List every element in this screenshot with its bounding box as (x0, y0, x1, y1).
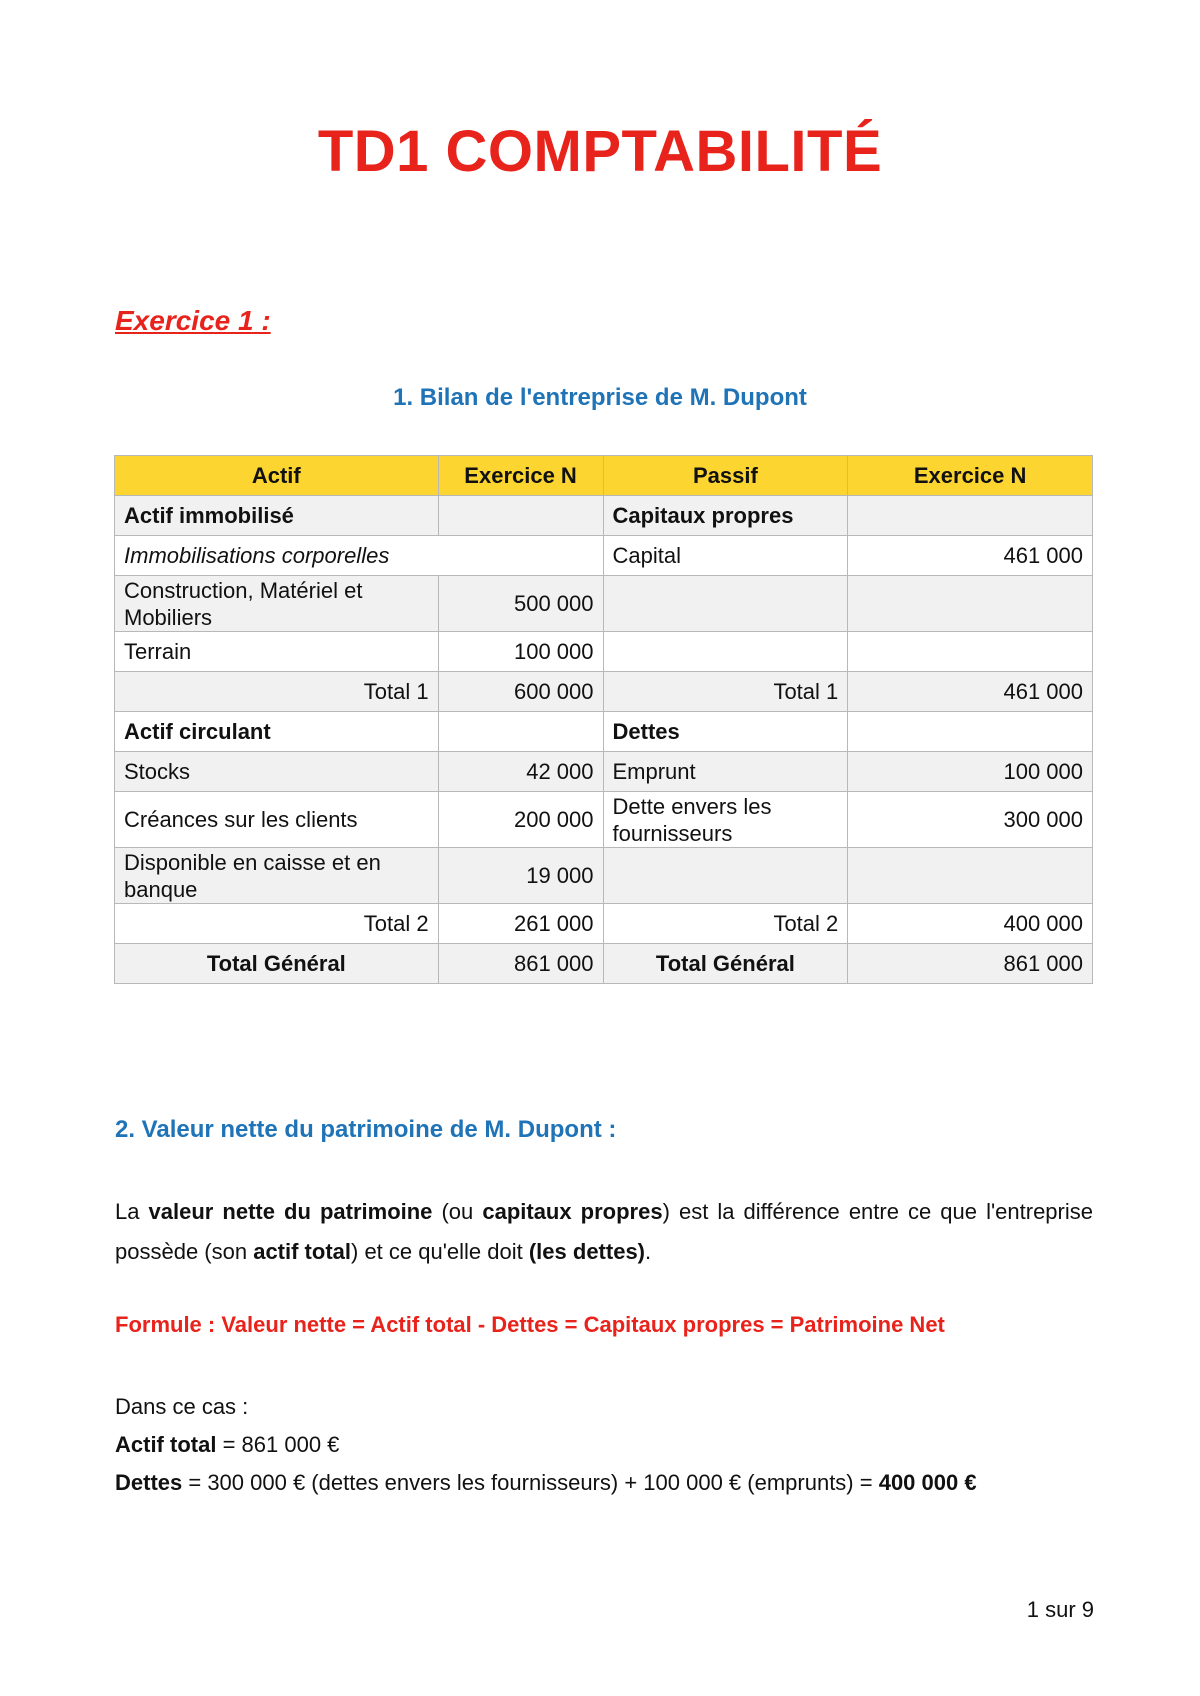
cell-total2-actif-label: Total 2 (115, 904, 439, 944)
cell-dette-fournisseurs-value: 300 000 (848, 792, 1093, 848)
cell-disponible: Disponible en caisse et en banque (115, 848, 439, 904)
paragraph-text: ) est la différence entre ce que l'entreprise possède (son (115, 1199, 1093, 1264)
table-row (115, 752, 1093, 792)
header-exercice-actif: Exercice N (438, 456, 603, 496)
table-row (115, 536, 1093, 576)
table-row (115, 792, 1093, 848)
actif-total-line (115, 1426, 977, 1464)
dettes-calculation: = 300 000 € (dettes envers les fournisseurs) + 100 000 € (emprunts) = (182, 1470, 879, 1495)
cell-actif-immobilise: Actif immobilisé (115, 496, 439, 536)
dettes-line (115, 1464, 977, 1502)
formula-line: Formule : Valeur nette = Actif total - Dettes = Capitaux propres = Patrimoine Net (115, 1312, 945, 1337)
section1-title: 1. Bilan de l'entreprise de M. Dupont (393, 384, 807, 411)
table-row (115, 576, 1093, 632)
cell-emprunt: Emprunt (603, 752, 848, 792)
cell-terrain: Terrain (115, 632, 439, 672)
cell-total1-actif-value: 600 000 (438, 672, 603, 712)
balance-sheet-table (114, 455, 1093, 984)
dettes-label: Dettes (115, 1470, 183, 1495)
cell-creances-value: 200 000 (438, 792, 603, 848)
cell-empty (438, 496, 603, 536)
cell-stocks: Stocks (115, 752, 439, 792)
cell-empty (848, 712, 1093, 752)
paragraph-text: La (115, 1199, 149, 1224)
case-intro: Dans ce cas : (115, 1394, 249, 1419)
cell-terrain-value: 100 000 (438, 632, 603, 672)
paragraph-text: (ou (432, 1199, 483, 1224)
cell-empty (603, 576, 848, 632)
paragraph-bold: (les dettes) (528, 1239, 646, 1264)
cell-total-general-actif-label: Total Général (115, 944, 439, 984)
cell-dette-fournisseurs: Dette envers les fournisseurs (603, 792, 848, 848)
cell-total-general-passif-value: 861 000 (848, 944, 1093, 984)
cell-total-general-actif-value: 861 000 (438, 944, 603, 984)
table-header-row (115, 456, 1093, 496)
header-exercice-passif: Exercice N (848, 456, 1093, 496)
actif-total-label: Actif total (115, 1432, 217, 1457)
dettes-result: 400 000 € (878, 1470, 977, 1495)
cell-immobilisations-corporelles: Immobilisations corporelles (115, 536, 604, 576)
table-row (115, 672, 1093, 712)
cell-total-general-passif-label: Total Général (603, 944, 848, 984)
cell-empty (848, 848, 1093, 904)
cell-total2-passif-value: 400 000 (848, 904, 1093, 944)
paragraph-bold: actif total (253, 1239, 351, 1264)
cell-construction: Construction, Matériel et Mobiliers (115, 576, 439, 632)
table-row (115, 904, 1093, 944)
cell-total2-passif-label: Total 2 (603, 904, 848, 944)
cell-empty (603, 848, 848, 904)
cell-creances: Créances sur les clients (115, 792, 439, 848)
table-row (115, 848, 1093, 904)
cell-total2-actif-value: 261 000 (438, 904, 603, 944)
cell-total1-actif-label: Total 1 (115, 672, 439, 712)
paragraph-bold: capitaux propres (482, 1199, 663, 1224)
header-passif: Passif (603, 456, 848, 496)
table-row (115, 496, 1093, 536)
calculation-block (115, 1388, 977, 1502)
cell-capital: Capital (603, 536, 848, 576)
cell-total1-passif-label: Total 1 (603, 672, 848, 712)
cell-empty (438, 712, 603, 752)
paragraph-text: ) et ce qu'elle doit (351, 1239, 529, 1264)
cell-capitaux-propres: Capitaux propres (603, 496, 848, 536)
section2-title: 2. Valeur nette du patrimoine de M. Dupont : (115, 1116, 617, 1143)
cell-emprunt-value: 100 000 (848, 752, 1093, 792)
paragraph-text: . (645, 1239, 652, 1264)
cell-stocks-value: 42 000 (438, 752, 603, 792)
table-row (115, 944, 1093, 984)
actif-total-value: = 861 000 € (216, 1432, 340, 1457)
cell-empty (848, 632, 1093, 672)
document-title: TD1 COMPTABILITÉ (317, 119, 883, 184)
table-row (115, 632, 1093, 672)
definition-paragraph (115, 1192, 1093, 1272)
header-actif: Actif (115, 456, 439, 496)
cell-actif-circulant: Actif circulant (115, 712, 439, 752)
cell-dettes: Dettes (603, 712, 848, 752)
cell-construction-value: 500 000 (438, 576, 603, 632)
cell-empty (848, 496, 1093, 536)
cell-capital-value: 461 000 (848, 536, 1093, 576)
exercise-heading: Exercice 1 : (115, 305, 271, 336)
paragraph-bold: valeur nette du patrimoine (148, 1199, 433, 1224)
cell-empty (603, 632, 848, 672)
page-number: 1 sur 9 (1026, 1597, 1094, 1622)
cell-empty (848, 576, 1093, 632)
table-row (115, 712, 1093, 752)
cell-total1-passif-value: 461 000 (848, 672, 1093, 712)
cell-disponible-value: 19 000 (438, 848, 603, 904)
